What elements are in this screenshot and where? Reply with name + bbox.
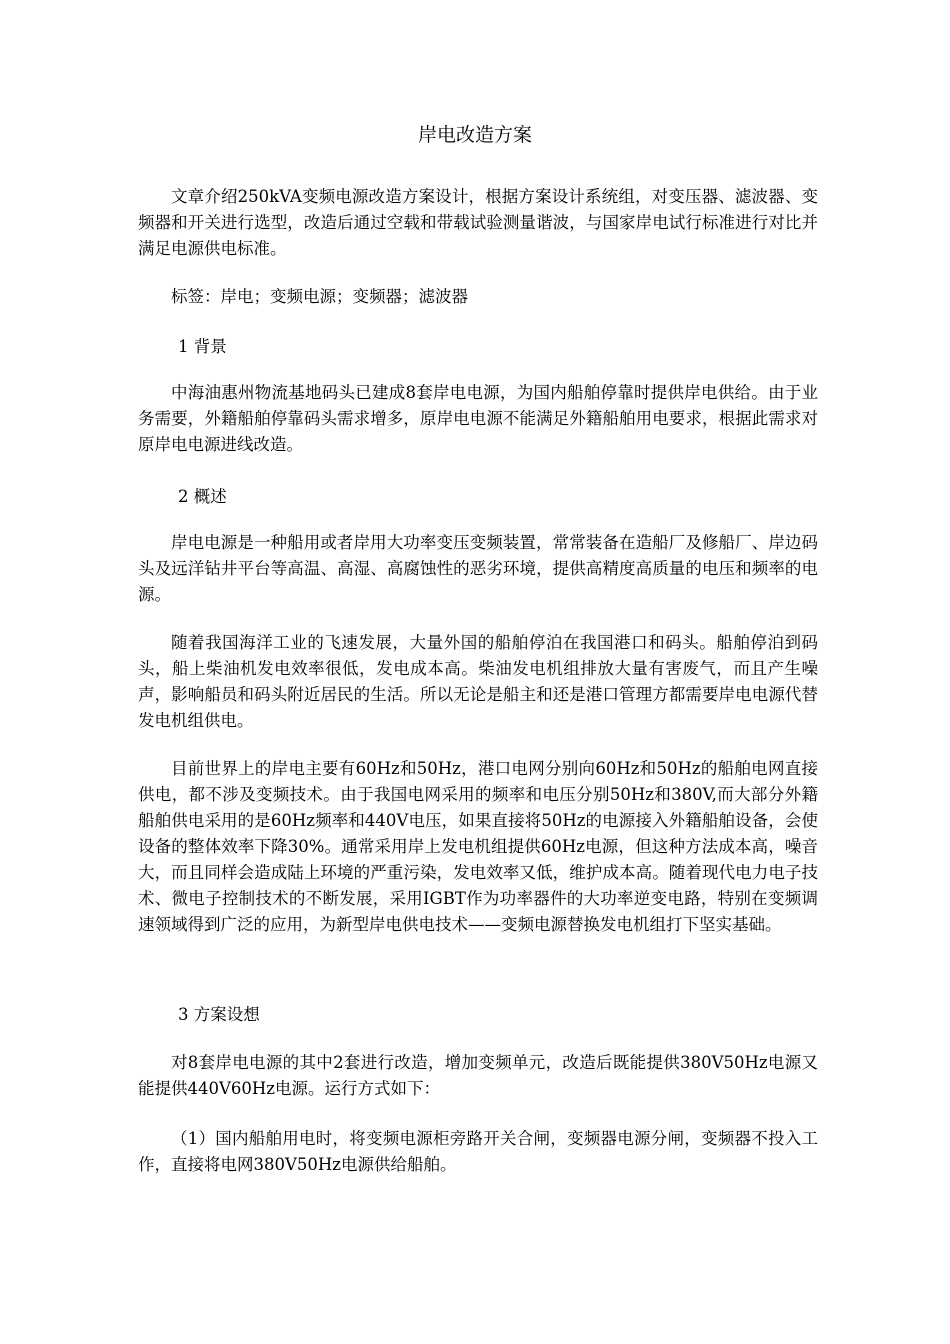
abstract-paragraph: 文章介绍250kVA变频电源改造方案设计，根据方案设计系统组，对变压器、滤波器、变频器和开关进行选型，改造后通过空载和带载试验测量谐波，与国家岸电试行标准进行对比并满足电源供电标准。 xyxy=(138,187,818,258)
plan-paragraph-1: 对8套岸电电源的其中2套进行改造，增加变频单元，改造后既能提供380V50Hz电源又能提供440V60Hz电源。运行方式如下： xyxy=(138,1053,818,1098)
background-paragraph: 中海油惠州物流基地码头已建成8套岸电电源，为国内船舶停靠时提供岸电供给。由于业务需要，外籍船舶停靠码头需求增多，原岸电电源不能满足外籍船舶用电要求，根据此需求对原岸电电源进线改造。 xyxy=(138,383,818,454)
overview-paragraph-2: 随着我国海洋工业的飞速发展，大量外国的船舶停泊在我国港口和码头。船舶停泊到码头，船上柴油机发电效率很低，发电成本高。柴油发电机组排放大量有害废气，而且产生噪声，影响船员和码头附近居民的生活。所以无论是船主和还是港口管理方都需要岸电电源代替发电机组供电。 xyxy=(138,633,818,730)
section-heading-plan: 3 方案设想 xyxy=(178,1005,260,1024)
overview-paragraph-3: 目前世界上的岸电主要有60Hz和50Hz，港口电网分别向60Hz和50Hz的船舶电网直接供电，都不涉及变频技术。由于我国电网采用的频率和电压分别50Hz和380V,而大部分外籍船舶供电采用的是60Hz频率和440V电压，如果直接将50Hz的电源接入外籍船舶设备，会使设备的整体效率下降30%。通常采用岸上发电机组提供60Hz电源，但这种方法成本高，噪音大，而且同样会造成陆上环境的严重污染，发电效率又低，维护成本高。随着现代电力电子技术、微电子控制技术的不断发展，采用IGBT作为功率器件的大功率逆变电路，特别在变频调速领域得到广泛的应用，为新型岸电供电技术——变频电源替换发电机组打下坚实基础。 xyxy=(138,759,818,934)
section-heading-overview: 2 概述 xyxy=(178,487,227,506)
keywords-line: 标签：岸电；变频电源；变频器；滤波器 xyxy=(171,287,468,306)
document-title: 岸电改造方案 xyxy=(417,124,532,146)
overview-paragraph-1: 岸电电源是一种船用或者岸用大功率变压变频装置，常常装备在造船厂及修船厂、岸边码头及远洋钻井平台等高温、高湿、高腐蚀性的恶劣环境，提供高精度高质量的电压和频率的电源。 xyxy=(138,533,818,604)
plan-paragraph-2: （1）国内船舶用电时，将变频电源柜旁路开关合闸，变频器电源分闸，变频器不投入工作，直接将电网380V50Hz电源供给船舶。 xyxy=(138,1129,818,1174)
section-heading-background: 1 背景 xyxy=(178,337,227,356)
